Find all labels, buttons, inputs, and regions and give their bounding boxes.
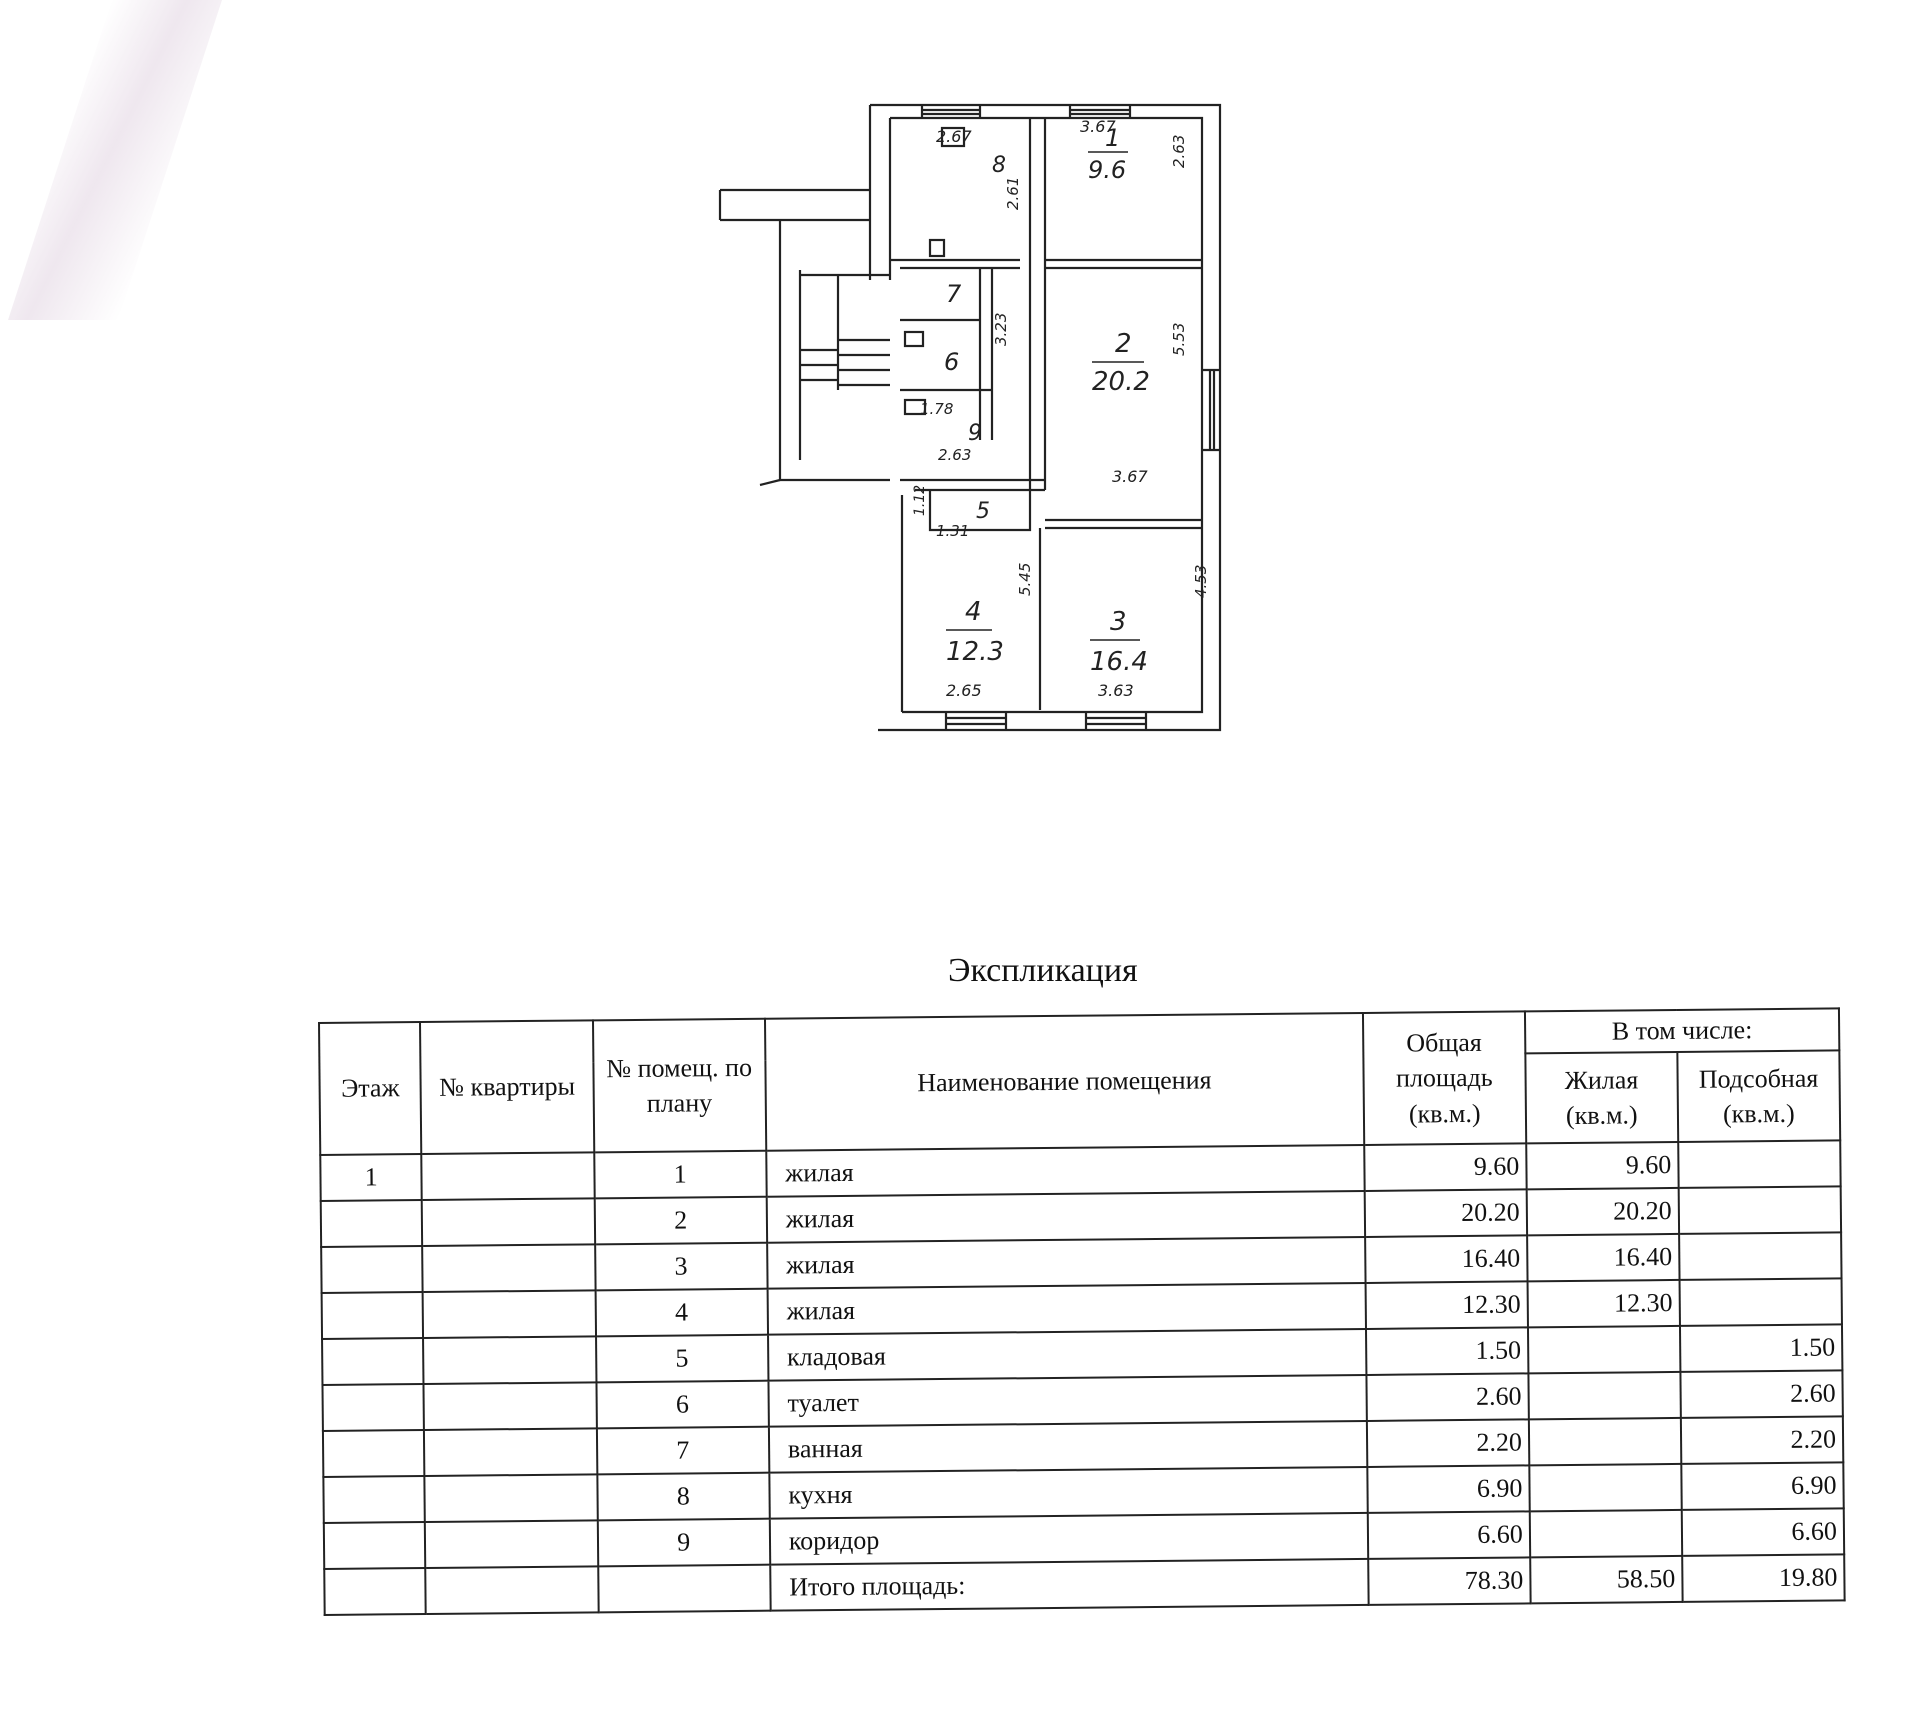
cell-aux-area: 2.60 xyxy=(1680,1370,1843,1418)
cell-total-area: 12.30 xyxy=(1365,1281,1528,1329)
cell-room-name: жилая xyxy=(767,1191,1365,1243)
cell-aux-area: 1.50 xyxy=(1680,1324,1843,1372)
cell-room-no: 9 xyxy=(597,1519,770,1567)
cell-living-area: 12.30 xyxy=(1527,1280,1679,1327)
cell-room-name: ванная xyxy=(769,1421,1367,1473)
dim-label: 3.63 xyxy=(1098,681,1134,700)
dim-label: 4.53 xyxy=(1192,564,1210,598)
cell-apartment xyxy=(423,1336,596,1384)
cell-floor xyxy=(322,1292,424,1339)
header-room-no: № помещ. по плану xyxy=(593,1019,767,1153)
cell-room-name: туалет xyxy=(768,1375,1366,1427)
partition-wall-4 xyxy=(980,268,992,440)
room-label-6: 6 xyxy=(944,348,960,376)
cell-room-no: 1 xyxy=(594,1151,767,1199)
partition-wall-3 xyxy=(890,260,1020,268)
dim-label: 2.63 xyxy=(1170,134,1188,168)
cell-room-no: 5 xyxy=(596,1335,769,1383)
dim-label: 3.67 xyxy=(1112,467,1148,486)
cell-apartment xyxy=(422,1198,595,1246)
room-area-4: 12.3 xyxy=(946,637,1004,667)
totals-living: 58.50 xyxy=(1530,1556,1682,1603)
room-label-2: 2 xyxy=(1115,329,1132,359)
toilet-fixture xyxy=(905,332,923,346)
dim-label: 1.78 xyxy=(920,400,954,418)
cell-room-no: 8 xyxy=(597,1473,770,1521)
cell-living-area: 9.60 xyxy=(1526,1142,1678,1189)
dim-label: 2.63 xyxy=(938,446,972,464)
room-area-2: 20.2 xyxy=(1092,367,1150,397)
cell-floor xyxy=(324,1522,426,1569)
window-right xyxy=(1202,370,1220,450)
room-area-3: 16.4 xyxy=(1090,647,1148,677)
cell-room-no: 4 xyxy=(595,1289,768,1337)
cell-total-area: 1.50 xyxy=(1366,1327,1529,1375)
cell-room-no: 2 xyxy=(594,1197,767,1245)
cell-aux-area xyxy=(1678,1186,1841,1234)
cell-total-area: 2.60 xyxy=(1366,1373,1529,1421)
cell-aux-area: 2.20 xyxy=(1681,1416,1844,1464)
cell-room-no: 6 xyxy=(596,1381,769,1429)
dim-label: 1.12 xyxy=(912,484,928,516)
corridor-wall xyxy=(720,190,870,220)
cell-living-area: 16.40 xyxy=(1527,1234,1679,1281)
dim-label: 3.67 xyxy=(1080,117,1116,136)
cell-apartment xyxy=(422,1152,595,1200)
dim-label: 1.31 xyxy=(936,522,970,540)
cell-living-area: 20.20 xyxy=(1527,1188,1679,1235)
cell-total-area: 6.90 xyxy=(1367,1465,1530,1513)
cell-living-area xyxy=(1530,1510,1682,1557)
dim-label: 5.45 xyxy=(1016,562,1034,596)
entry-wall xyxy=(870,105,890,280)
stair-steps xyxy=(800,340,890,385)
header-room-name: Наименование помещения xyxy=(765,1013,1364,1151)
cell-room-name: кладовая xyxy=(768,1329,1366,1381)
dim-label: 5.53 xyxy=(1170,322,1188,356)
header-living: Жилая (кв.м.) xyxy=(1525,1052,1678,1143)
cell-apartment xyxy=(425,1474,598,1522)
cell-room-name: жилая xyxy=(766,1145,1364,1197)
cell-aux-area xyxy=(1679,1232,1842,1280)
dim-label: 2.65 xyxy=(946,681,982,700)
header-floor: Этаж xyxy=(319,1022,422,1155)
cell-room-no: 3 xyxy=(595,1243,768,1291)
window-bottom-1 xyxy=(946,712,1006,730)
cell-floor xyxy=(321,1200,423,1247)
cell-total-area: 9.60 xyxy=(1364,1143,1527,1191)
explication-table xyxy=(318,1007,1846,1616)
room-label-1: 1 xyxy=(1105,124,1121,152)
header-apartment: № квартиры xyxy=(420,1020,594,1154)
window-bottom-2 xyxy=(1086,712,1146,730)
cell-floor xyxy=(322,1338,424,1385)
cell-total-area: 2.20 xyxy=(1367,1419,1530,1467)
cell-living-area xyxy=(1528,1372,1680,1419)
partition-wall-1 xyxy=(1030,118,1045,490)
totals-label: Итого площадь: xyxy=(770,1559,1368,1611)
totals-aux: 19.80 xyxy=(1682,1554,1845,1602)
cell-floor xyxy=(323,1476,425,1523)
cell-floor xyxy=(323,1430,425,1477)
dim-label: 2.61 xyxy=(1004,176,1022,210)
cell-living-area xyxy=(1528,1326,1680,1373)
cell-room-name: жилая xyxy=(767,1283,1365,1335)
cell-total-area: 6.60 xyxy=(1367,1511,1530,1559)
totals-total: 78.30 xyxy=(1368,1557,1531,1605)
document-title: Экспликация xyxy=(948,952,1138,989)
header-including: В том числе: xyxy=(1525,1008,1840,1053)
cell-aux-area: 6.90 xyxy=(1681,1462,1844,1510)
cell-apartment xyxy=(422,1244,595,1292)
cell-aux-area xyxy=(1678,1140,1841,1188)
cell-total-area: 20.20 xyxy=(1364,1189,1527,1237)
cell-living-area xyxy=(1529,1464,1681,1511)
scan-streak xyxy=(8,0,222,320)
stair-outline xyxy=(800,275,890,390)
partition-wall-7 xyxy=(1045,520,1202,528)
floor-plan-svg xyxy=(700,90,1260,750)
room-label-4: 4 xyxy=(965,597,982,627)
cell-aux-area xyxy=(1679,1278,1842,1326)
cell-room-name: кухня xyxy=(769,1467,1367,1519)
stair-edge xyxy=(760,480,780,485)
cell-floor: 1 xyxy=(320,1154,422,1201)
cell-apartment xyxy=(423,1290,596,1338)
cell-room-name: жилая xyxy=(767,1237,1365,1289)
cell-floor xyxy=(322,1384,424,1431)
dim-label: 3.23 xyxy=(992,312,1010,346)
cell-total-area: 16.40 xyxy=(1365,1235,1528,1283)
room-label-3: 3 xyxy=(1110,607,1127,637)
cell-apartment xyxy=(424,1382,597,1430)
room-area-1: 9.6 xyxy=(1088,156,1127,184)
partition-wall-2 xyxy=(1045,260,1202,268)
room-label-7: 7 xyxy=(946,280,962,308)
room-label-5: 5 xyxy=(976,499,990,524)
room-label-9: 9 xyxy=(968,421,982,446)
cell-apartment xyxy=(425,1520,598,1568)
room-label-8: 8 xyxy=(992,153,1006,178)
sink-fixture xyxy=(930,240,944,256)
dim-label: 2.67 xyxy=(936,127,972,146)
cell-room-no: 7 xyxy=(597,1427,770,1475)
floor-plan xyxy=(700,90,1260,750)
cell-floor xyxy=(321,1246,423,1293)
header-total-area: Общая площадь (кв.м.) xyxy=(1363,1011,1526,1145)
cell-aux-area: 6.60 xyxy=(1682,1508,1845,1556)
header-auxiliary: Подсобная (кв.м.) xyxy=(1677,1050,1840,1142)
window-top-2 xyxy=(922,105,980,118)
cell-living-area xyxy=(1529,1418,1681,1465)
cell-room-name: коридор xyxy=(770,1513,1368,1565)
cell-apartment xyxy=(424,1428,597,1476)
